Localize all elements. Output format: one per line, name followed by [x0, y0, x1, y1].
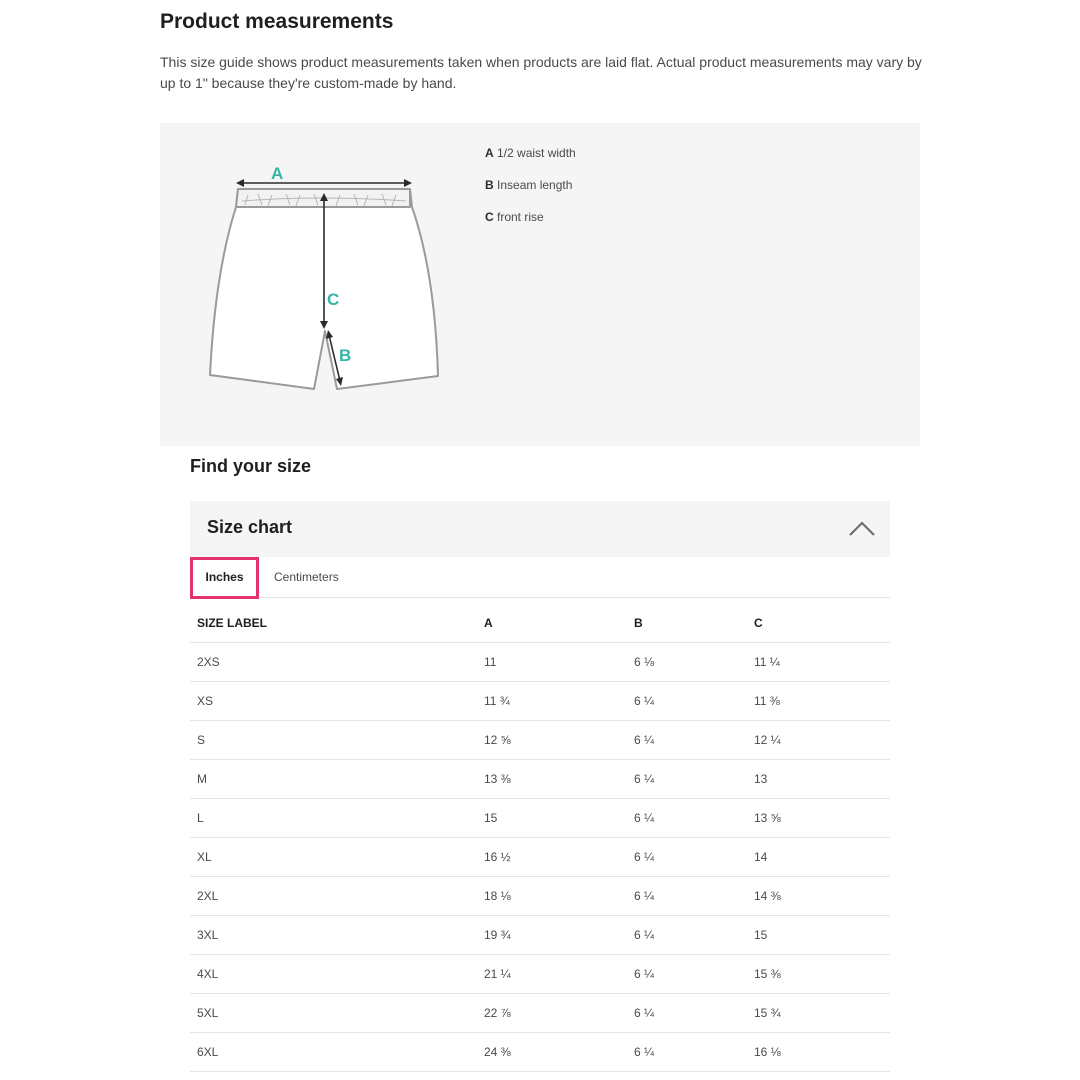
- cell-c: 13 ⅝: [747, 798, 890, 837]
- cell-b: 6 ¼: [627, 1032, 747, 1071]
- cell-size-label: 2XL: [190, 876, 477, 915]
- page-title: Product measurements: [160, 10, 394, 33]
- legend-text: Inseam length: [493, 178, 573, 192]
- cell-a: 21 ¼: [477, 954, 627, 993]
- cell-a: 24 ⅜: [477, 1032, 627, 1071]
- cell-b: 6 ¼: [627, 915, 747, 954]
- cell-b: 6 ¼: [627, 681, 747, 720]
- cell-size-label: 4XL: [190, 954, 477, 993]
- cell-b: 6 ¼: [627, 954, 747, 993]
- cell-c: 11 ¼: [747, 642, 890, 681]
- cell-size-label: 5XL: [190, 993, 477, 1032]
- cell-a: 18 ⅛: [477, 876, 627, 915]
- column-header-size-label: SIZE LABEL: [190, 604, 477, 642]
- legend-item-a: [485, 144, 576, 176]
- cell-c: 15 ¾: [747, 993, 890, 1032]
- cell-a: 15: [477, 798, 627, 837]
- cell-size-label: L: [190, 798, 477, 837]
- table-header-row: [190, 604, 890, 642]
- find-size-title: Find your size: [190, 456, 312, 476]
- unit-tabs: [190, 557, 890, 598]
- cell-a: 13 ⅜: [477, 759, 627, 798]
- table-row: [190, 993, 890, 1032]
- cell-size-label: 3XL: [190, 915, 477, 954]
- cell-c: 15: [747, 915, 890, 954]
- cell-b: 6 ¼: [627, 798, 747, 837]
- cell-a: 11 ¾: [477, 681, 627, 720]
- column-header-c: C: [747, 604, 890, 642]
- tab-centimeters[interactable]: Centimeters: [274, 570, 339, 584]
- measurement-legend: [485, 144, 576, 240]
- label-c: C: [327, 290, 340, 309]
- table-body: [190, 642, 890, 1071]
- cell-c: 13: [747, 759, 890, 798]
- table-row: [190, 954, 890, 993]
- table-row: [190, 642, 890, 681]
- table-row: [190, 720, 890, 759]
- cell-c: 12 ¼: [747, 720, 890, 759]
- legend-key: A: [485, 146, 494, 160]
- cell-c: 14: [747, 837, 890, 876]
- cell-a: 12 ⅝: [477, 720, 627, 759]
- cell-a: 19 ¾: [477, 915, 627, 954]
- size-table: [190, 604, 890, 1072]
- table-row: [190, 876, 890, 915]
- cell-size-label: M: [190, 759, 477, 798]
- legend-item-c: [485, 208, 576, 240]
- cell-size-label: XL: [190, 837, 477, 876]
- cell-b: 6 ¼: [627, 837, 747, 876]
- cell-b: 6 ¼: [627, 993, 747, 1032]
- measurement-panel: [160, 123, 920, 446]
- cell-b: 6 ¼: [627, 876, 747, 915]
- cell-a: 16 ½: [477, 837, 627, 876]
- cell-b: 6 ⅛: [627, 642, 747, 681]
- cell-b: 6 ¼: [627, 759, 747, 798]
- arrow-a: [236, 179, 412, 187]
- size-chart-header[interactable]: [190, 501, 890, 557]
- shorts-diagram: [190, 153, 450, 433]
- label-b: B: [339, 346, 352, 365]
- cell-a: 22 ⅞: [477, 993, 627, 1032]
- cell-c: 16 ⅛: [747, 1032, 890, 1071]
- cell-b: 6 ¼: [627, 720, 747, 759]
- legend-item-b: [485, 176, 576, 208]
- legend-text: 1/2 waist width: [493, 146, 576, 160]
- cell-c: 11 ⅜: [747, 681, 890, 720]
- legend-text: front rise: [493, 210, 544, 224]
- table-row: [190, 837, 890, 876]
- table-row: [190, 1032, 890, 1071]
- chevron-up-icon[interactable]: [848, 517, 876, 539]
- cell-size-label: S: [190, 720, 477, 759]
- table-row: [190, 759, 890, 798]
- size-chart-title: Size chart: [207, 517, 293, 537]
- legend-key: C: [485, 210, 494, 224]
- intro-text: This size guide shows product measurements taken when products are laid flat. Actual product measurements may vary by up to 1" because they're custom-made by hand.: [160, 54, 922, 91]
- column-header-a: A: [477, 604, 627, 642]
- cell-size-label: 6XL: [190, 1032, 477, 1071]
- table-row: [190, 681, 890, 720]
- table-row: [190, 915, 890, 954]
- cell-a: 11: [477, 642, 627, 681]
- tab-inches[interactable]: Inches: [190, 557, 259, 599]
- cell-size-label: XS: [190, 681, 477, 720]
- cell-c: 14 ⅜: [747, 876, 890, 915]
- table-row: [190, 798, 890, 837]
- cell-c: 15 ⅜: [747, 954, 890, 993]
- cell-size-label: 2XS: [190, 642, 477, 681]
- column-header-b: B: [627, 604, 747, 642]
- legend-key: B: [485, 178, 494, 192]
- label-a: A: [271, 164, 284, 183]
